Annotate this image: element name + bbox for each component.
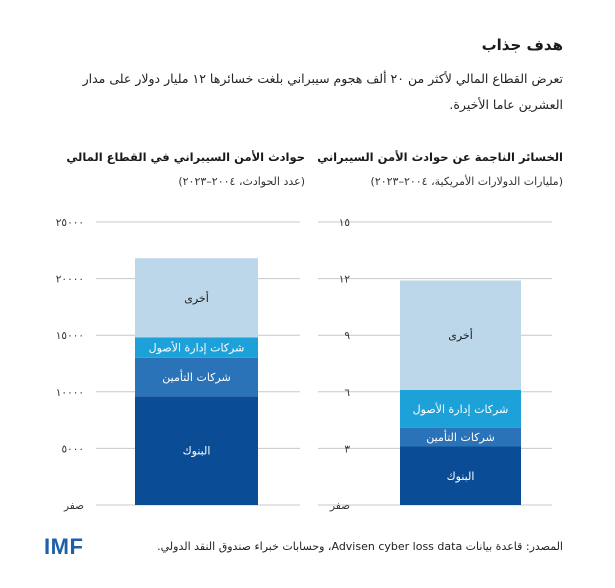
incidents-ytick-label: ٥٠٠٠ [61, 443, 84, 456]
losses-chart-subtitle: (مليارات الدولارات الأمريكية، ٢٠٠٤–٢٠٢٣) [370, 175, 563, 188]
incidents-segment-label: شركات إدارة الأصول [148, 341, 245, 355]
losses-ytick-label: صفر [329, 500, 350, 512]
losses-ytick-label: ٣ [344, 443, 350, 456]
losses-segment-label: شركات التأمين [426, 431, 495, 445]
incidents-ytick-label: ٢٠٠٠٠ [55, 273, 84, 286]
incidents-segment-label: أخرى [184, 291, 209, 305]
losses-segment-label: البنوك [446, 469, 475, 483]
incidents-segment-label: البنوك [182, 444, 211, 458]
incidents-chart-subtitle: (عدد الحوادث، ٢٠٠٤–٢٠٢٣) [178, 175, 305, 188]
imf-logo: IMF [44, 534, 84, 559]
incidents-ytick-label: صفر [63, 500, 84, 512]
incidents-segment-label: شركات التأمين [162, 371, 231, 385]
page-title: هدف جذاب [481, 36, 563, 54]
losses-ytick-label: ٩ [344, 330, 350, 343]
incidents-ytick-label: ١٠٠٠٠ [55, 386, 84, 399]
losses-ytick-label: ٦ [344, 386, 350, 399]
page-subtitle: تعرض القطاع المالي لأكثر من ٢٠ ألف هجوم سيبراني بلغت خسائرها ١٢ مليار دولار على مدار العشرين عاما الأخيرة. [82, 71, 563, 112]
losses-ytick-label: ١٢ [338, 273, 350, 286]
incidents-chart-title: حوادث الأمن السيبراني في القطاع المالي [66, 150, 305, 164]
losses-ytick-label: ١٥ [338, 217, 350, 229]
source-note: المصدر: قاعدة بيانات Advisen cyber loss data، وحسابات خبراء صندوق النقد الدولي. [157, 540, 563, 553]
incidents-ytick-label: ١٥٠٠٠ [55, 330, 84, 343]
losses-chart-title: الخسائر الناجمة عن حوادث الأمن السيبراني [317, 150, 563, 164]
losses-segment-label: أخرى [448, 329, 473, 343]
incidents-ytick-label: ٢٥٠٠٠ [55, 217, 84, 229]
losses-segment-label: شركات إدارة الأصول [412, 402, 509, 416]
